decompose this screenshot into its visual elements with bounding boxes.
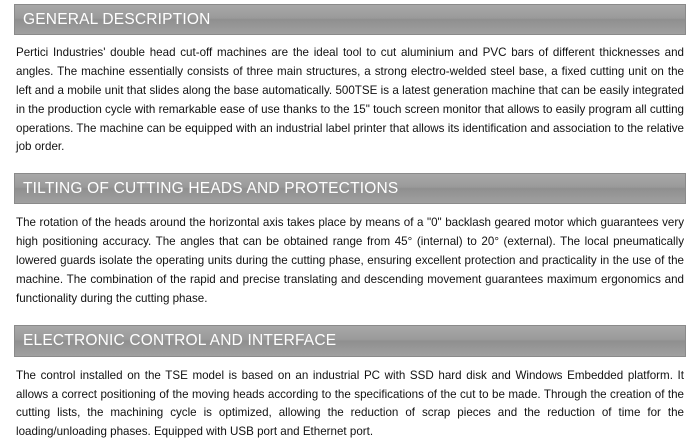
section-general-description [14, 4, 686, 157]
section-heading: TILTING OF CUTTING HEADS AND PROTECTIONS [14, 173, 686, 204]
section-tilting-of-cutting-heads-and-protections [14, 173, 686, 308]
section-body-text: Pertici Industries' double head cut-off machines are the ideal tool to cut aluminium and PVC bars of different thicknesses and angles. The machine essentially consists of three main structures, a strong electro-welded steel base, a fixed cutting unit on the left and a mobile unit that slides along the base automatically. 500TSE is a latest generation machine that can be easily integrated in the production cycle with remarkable ease of use thanks to the 15" touch screen monitor that allows to easily program all cutting operations. The machine can be equipped with an industrial label printer that allows its identification and association to the relative job order. [16, 46, 684, 154]
section-body-text: The control installed on the TSE model is based on an industrial PC with SSD hard disk and Windows Embedded platform. It allows a correct positioning of the moving heads according to the specifications of the cut to be made. Through the creation of the cutting lists, the machining cycle is optimized, allowing the reduction of scrap pieces and the reduction of time for the loading/unloading phases. Equipped with USB port and Ethernet port. [16, 368, 684, 439]
section-heading: ELECTRONIC CONTROL AND INTERFACE [14, 325, 686, 356]
section-electronic-control-and-interface [14, 325, 686, 442]
document-page [0, 4, 700, 439]
section-body-text: The rotation of the heads around the horizontal axis takes place by means of a "0" backlash geared motor which guarantees very high positioning accuracy. The angles that can be obtained range from 45° (internal) to 20° (external). The local pneumatically lowered guards isolate the operating units during the cutting phase, ensuring excellent protection and practicality in the use of the machine. The combination of the rapid and precise translating and descending movement guarantees maximum ergonomics and functionality during the cutting phase. [16, 216, 684, 305]
section-heading: GENERAL DESCRIPTION [14, 4, 686, 35]
